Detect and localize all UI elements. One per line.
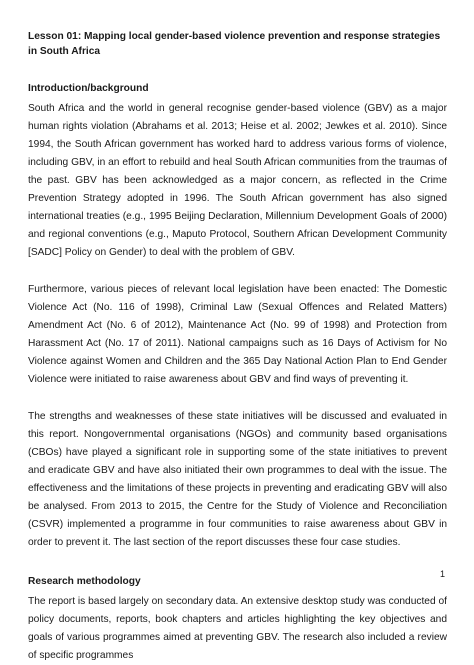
paragraph: The strengths and weaknesses of these state initiatives will be discussed and evaluated in this report. Nongovernmental organisations (NGOs) and community based organisations (CBOs) have played a significant role in supporting some of the state initiatives to prevent and eradicate GBV and have also initiated their own programmes to deal with the issue. The effectiveness and the limitations of these projects in preventing and eradicating GBV will also be analysed. From 2013 to 2015, the Centre for the Study of Violence and Reconciliation (CSVR) implemented a programme in four communities to raise awareness about GBV in order to prevent it. The last section of the report discusses these four case studies.	[28, 411, 447, 548]
paragraph: The report is based largely on secondary data. An extensive desktop study was conducted of policy documents, reports, book chapters and articles highlighting the key objectives and goals of various programmes aimed at preventing GBV. The research also included a review of specific programmes	[28, 596, 447, 661]
section-heading-research-methodology: Research methodology	[28, 576, 141, 587]
page-number: 1	[439, 569, 445, 579]
section-heading-introduction: Introduction/background	[28, 83, 149, 94]
document-title: Lesson 01: Mapping local gender-based violence prevention and response strategies in South Africa	[28, 31, 441, 57]
paragraph: South Africa and the world in general recognise gender-based violence (GBV) as a major human rights violation (Abrahams et al. 2013; Heise et al. 2002; Jewkes et al. 2010). Since 1994, the South African government has worked hard to address various forms of violence, including GBV, in an effort to rebuild and heal South African communities from the traumas of the past. GBV has been acknowledged as a major concern, as reflected in the Crime Prevention Strategy adopted in 1996. The South African government has also signed international treaties (e.g., 1995 Beijing Declaration, Millennium Development Goals of 2000) and regional conventions (e.g., Maputo Protocol, Southern African Development Community [SADC] Policy on Gender) to deal with the problem of GBV.	[28, 103, 447, 258]
paragraph: Furthermore, various pieces of relevant local legislation have been enacted: The Domestic Violence Act (No. 116 of 1998), Criminal Law (Sexual Offences and Related Matters) Amendment Act (No. 6 of 2012), Maintenance Act (No. 99 of 1998) and Protection from Harassment Act (No. 17 of 2011). National campaigns such as 16 Days of Activism for No Violence against Women and Children and the 365 Day National Action Plan to End Gender Violence were initiated to raise awareness about GBV and find ways of preventing it.	[28, 284, 447, 385]
